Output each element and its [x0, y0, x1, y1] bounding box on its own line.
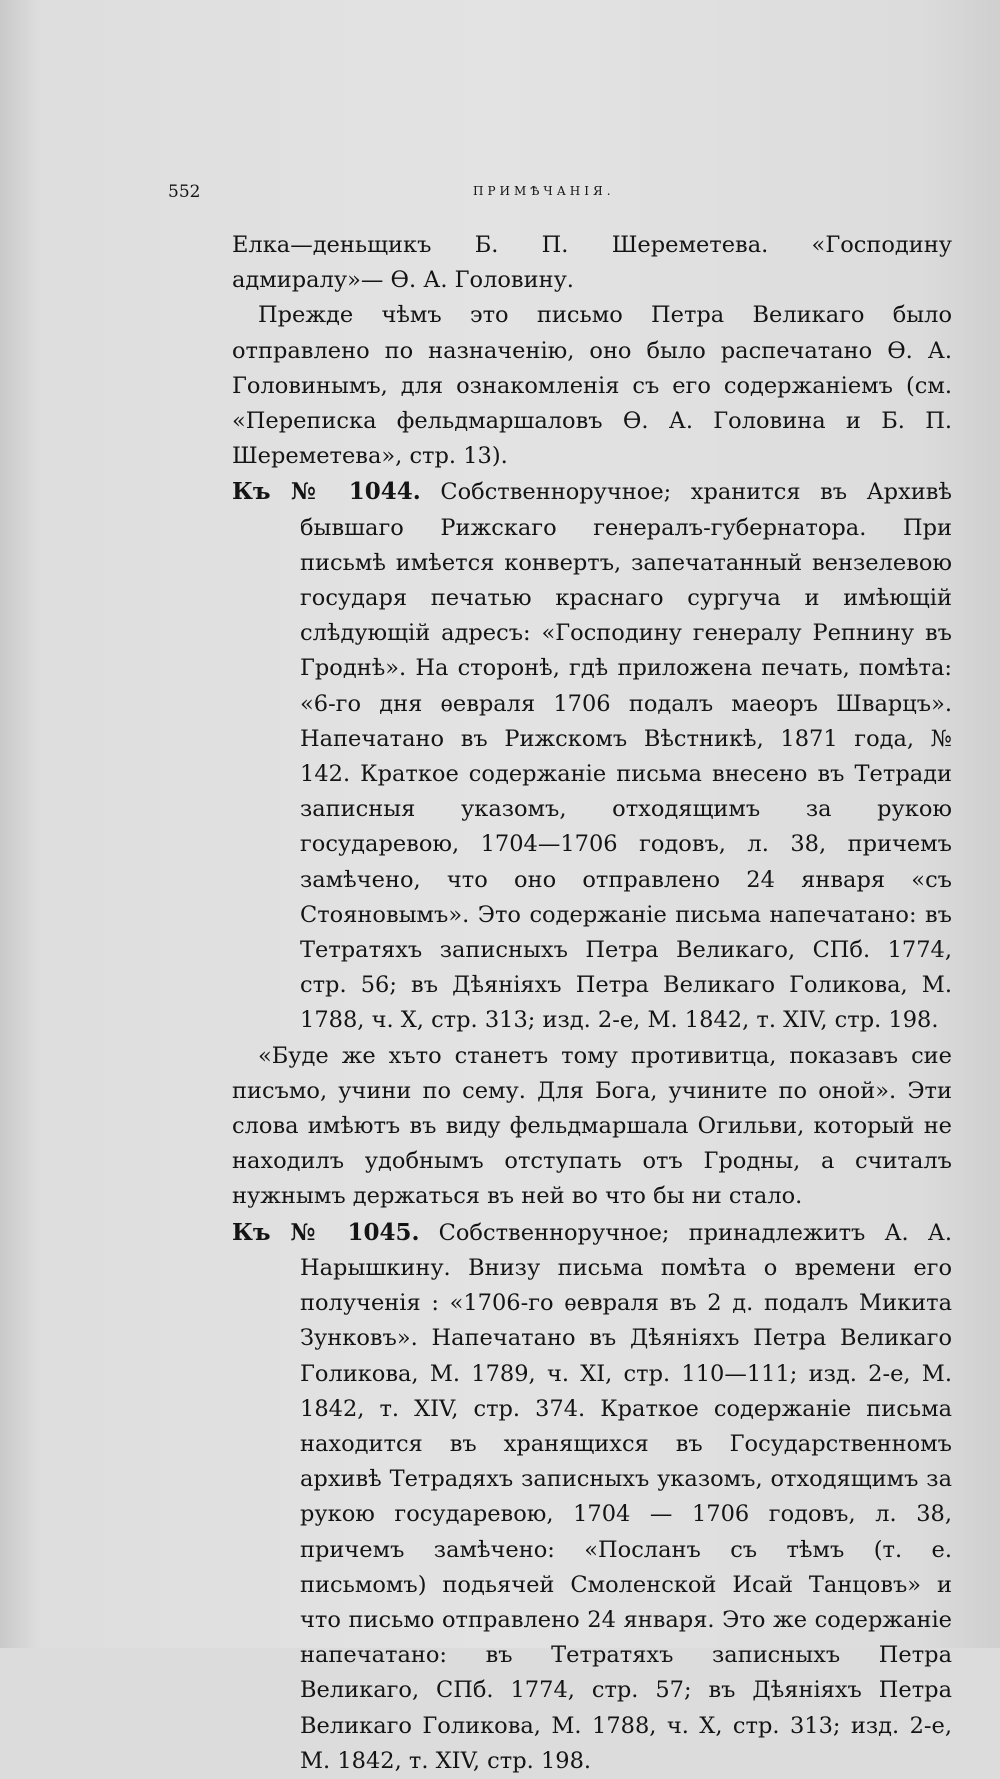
note-text: Собственноручное; принадлежитъ А. А. Нарышкину. Внизу письма помѣта о времени его полученія : «1706-го ѳевраля въ 2 д. подалъ Микита Зунковъ». Напечатано въ Дѣяніяхъ Петра Великаго Голикова, М. 1789, ч. XI, стр. 110—111; изд. 2-е, М. 1842, т. XIV, стр. 374. Краткое содержаніе письма находится въ хранящихся въ Государственномъ архивѣ Тетрадяхъ записныхъ указомъ, отходящимъ за рукою государевою, 1704 — 1706 годовъ, л. 38, причемъ замѣчено: «Посланъ съ тѣмъ (т. е. письмомъ) подьячей Смоленской Исай Танцовъ» и что письмо отправлено 24 января. Это же содержаніе напечатано: въ Тетратяхъ записныхъ Петра Великаго, СПб. 1774, стр. 57; въ Дѣяніяхъ Петра Великаго Голикова, М. 1788, ч. X, стр. 313; изд. 2-е, М. 1842, т. XIV, стр. 198. [300, 1219, 952, 1774]
note-label: Къ № 1044. [232, 478, 421, 506]
note-1045 [232, 1215, 952, 1779]
section-title: ПРИМѢЧАНІЯ. [473, 184, 615, 198]
note-label: Къ № 1045. [232, 1218, 420, 1246]
page-number: 552 [168, 182, 201, 202]
body-text [232, 228, 952, 1779]
note-1044 [232, 474, 952, 1038]
paragraph: Прежде чѣмъ это письмо Петра Великаго было отправлено по назначенію, оно было распечатано Ѳ. А. Головинымъ, для ознакомленія съ его содержаніемъ (см. «Переписка фельдмаршаловъ Ѳ. А. Головина и Б. П. Шереметева», стр. 13). [232, 302, 952, 470]
note-text: Собственноручное; хранится въ Архивѣ бывшаго Рижскаго генералъ-губернатора. При письмѣ имѣется конвертъ, запечатанный вензелевою государя печатью краснаго сургуча и имѣющій слѣдующій адресъ: «Господину генералу Репнину въ Гроднѣ». На сторонѣ, гдѣ приложена печать, помѣта: «6-го дня ѳевраля 1706 подалъ маеоръ Шварцъ». Напечатано въ Рижскомъ Вѣстникѣ, 1871 года, № 142. Краткое содержаніе письма внесено въ Тетради записныя указомъ, отходящимъ за рукою государевою, 1704—1706 годовъ, л. 38, причемъ замѣчено, что оно отправлено 24 января «съ Стояновымъ». Это содержаніе письма напечатано: въ Тетратяхъ записныхъ Петра Великаго, СПб. 1774, стр. 56; въ Дѣяніяхъ Петра Великаго Голикова, М. 1788, ч. X, стр. 313; изд. 2-е, М. 1842, т. XIV, стр. 198. [300, 479, 952, 1034]
paragraph: «Буде же хъто станетъ тому противитца, показавъ сие писъмо, учини по сему. Для Бога, учините по оной». Эти слова имѣютъ въ виду фельдмаршала Огильви, который не находилъ удобнымъ отступать отъ Гродны, а считалъ нужнымъ держаться въ ней во что бы ни стало. [232, 1042, 952, 1210]
paragraph-continuation: Елка—деньщикъ Б. П. Шереметева. «Господину адмиралу»— Ѳ. А. Головину. [232, 232, 952, 294]
